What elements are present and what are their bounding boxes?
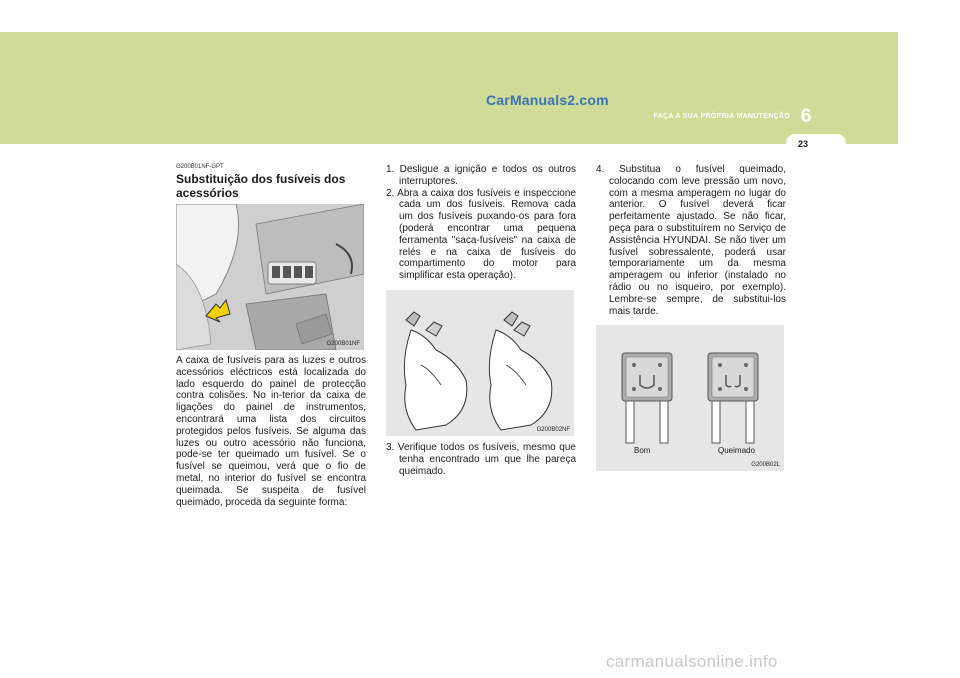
- fuse-comparison-illustration: [596, 325, 784, 471]
- column-1: [176, 160, 366, 508]
- figure-code: G200B02NF: [536, 426, 570, 433]
- step-1: 1. Desligue a ignição e todos os outros interruptores.: [386, 164, 576, 187]
- figure-code: G200B02L: [751, 462, 780, 469]
- chapter-number: 6: [800, 106, 812, 127]
- hands-fuse-puller-illustration: [386, 290, 574, 436]
- chapter-title: FAÇA A SUA PRÓPRIA MANUTENÇÃO: [653, 113, 790, 120]
- step-2: 2. Abra a caixa dos fusíveis e inspeccione cada um dos fusíveis. Remova cada um dos fusíveis puxando-os para fora (poderá encontrar uma pequena ferramenta "saca-fusíveis" na caixa de relés e na caixa de fusíveis do compartimento do motor para simplificar esta operação).: [386, 187, 576, 282]
- good-fuse-label: Bom: [634, 446, 651, 456]
- column-2: [386, 164, 576, 477]
- figure-code: G200B01NF: [326, 341, 360, 347]
- step-3: 3. Verifique todos os fusíveis, mesmo que tenha encontrado um que lhe pareça queimado.: [386, 441, 576, 477]
- page-number: 23: [797, 139, 808, 149]
- site-logo[interactable]: CarManuals2.com: [486, 92, 609, 108]
- blown-fuse-label: Queimado: [718, 446, 755, 456]
- steps-list: [596, 164, 786, 317]
- column-3: [596, 164, 786, 471]
- steps-list: [386, 164, 576, 282]
- section-code: G200B01NF-GPT: [176, 164, 224, 170]
- fuse-comparison-figure: [596, 325, 784, 471]
- header-band: [0, 32, 898, 144]
- section-title: Substituição dos fusíveis dos acessórios: [176, 172, 346, 200]
- dashboard-illustration: [176, 204, 364, 350]
- dashboard-fuse-box-figure: [176, 204, 364, 350]
- steps-list-continued: [386, 442, 576, 477]
- body-text: A caixa de fusíveis para as luzes e outros acessórios eléctricos está localizada do lado esquerdo do painel de protecção contra colisões. No in-terior da caixa de ligações do painel de instrumentos, encontrará uma lista dos circuitos protegidos pelos fusíveis. Se alguma das luzes ou outro acessório não funciona, pode-se ter queimado um fusível. Se o fusível se queimou, verá que o fio de metal, no interior do fusível se encontra queimada. Se suspeita de fusível queimado, proceda da seguinte forma:: [176, 355, 366, 508]
- watermark: carmanualsonline.info: [606, 652, 778, 671]
- fuse-removal-figure: [386, 290, 574, 436]
- step-4: 4. Substitua o fusível queimado, colocando com leve pressão um novo, com a mesma amperagem no lugar do anterior. O fusível deverá ficar perfeitamente ajustado. Se não ficar, peça para o substituírem no Serviço de Assistência HYUNDAI. Se não tiver um fusível sobressalente, poderá usar temporariamente um da mesma amperagem ou inferior (instalado no rádio ou no isqueiro, por exemplo). Lembre-se sempre, de substitui-los mais tarde.: [596, 164, 786, 317]
